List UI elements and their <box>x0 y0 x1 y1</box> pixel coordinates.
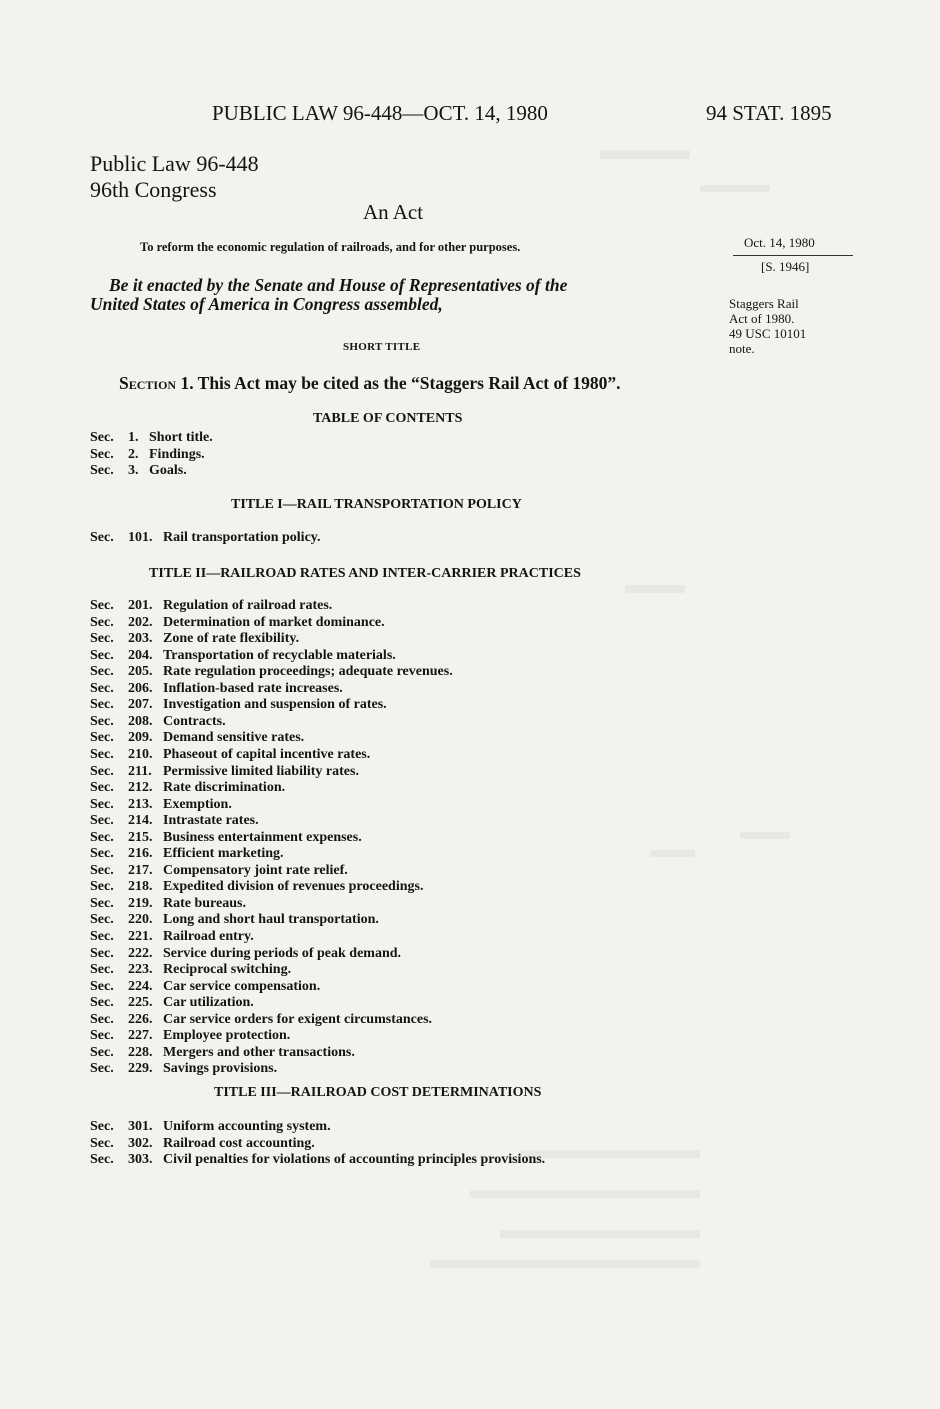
section-text: This Act may be cited as the “Staggers Rail Act of 1980”. <box>197 373 621 393</box>
toc-entry-title: Rate regulation proceedings; adequate revenues. <box>163 664 453 680</box>
toc-entry <box>90 681 343 697</box>
toc-entry-number: 229. <box>128 1061 153 1077</box>
toc-entry <box>90 780 285 796</box>
toc-entry-number: 204. <box>128 647 153 663</box>
toc-entry-title: Employee protection. <box>163 1028 291 1044</box>
toc-entry <box>90 631 299 647</box>
toc-entry-sec-label: Sec. <box>90 879 114 895</box>
toc-entry-title: Service during periods of peak demand. <box>163 945 402 961</box>
toc-entry-number: 207. <box>128 697 153 713</box>
section-number: 1. <box>180 373 194 393</box>
toc-entry-sec-label: Sec. <box>90 530 114 545</box>
toc-entry-sec-label: Sec. <box>90 829 114 845</box>
public-law-number: Public Law 96-448 <box>90 151 259 176</box>
toc-entry <box>90 664 453 680</box>
toc-entry-number: 227. <box>128 1028 153 1044</box>
title-2-heading: TITLE II—RAILROAD RATES AND INTER-CARRIER PRACTICES <box>149 566 581 581</box>
toc-entry-sec-label: Sec. <box>90 631 114 647</box>
toc-entry-number: 213. <box>128 796 153 812</box>
toc-entry <box>90 1045 355 1061</box>
toc-entry-title: Phaseout of capital incentive rates. <box>163 746 371 762</box>
toc-entry <box>90 530 321 546</box>
toc-entry-sec-label: Sec. <box>90 463 114 478</box>
toc-entry-title: Transportation of recyclable materials. <box>163 647 396 663</box>
toc-entry-title: Railroad entry. <box>163 929 254 944</box>
toc-entry-title: Mergers and other transactions. <box>163 1044 355 1060</box>
toc-entry-title: Rate discrimination. <box>163 780 286 796</box>
section-label: Section <box>119 373 177 393</box>
toc-entry-sec-label: Sec. <box>90 1135 114 1151</box>
margin-bill-number: [S. 1946] <box>761 259 810 274</box>
toc-entry-title: Inflation-based rate increases. <box>163 680 343 696</box>
toc-entry-number: 202. <box>128 614 153 630</box>
toc-entry-title: Short title. <box>149 430 213 445</box>
toc-entry-sec-label: Sec. <box>90 912 114 928</box>
statute-page-number: 94 STAT. 1895 <box>706 101 832 125</box>
toc-entry-title: Reciprocal switching. <box>163 962 292 978</box>
act-purpose: To reform the economic regulation of railroads, and for other purposes. <box>140 240 521 254</box>
toc-entry-title: Rate bureaus. <box>163 895 246 911</box>
toc-entry <box>90 648 396 664</box>
toc-entry-title: Permissive limited liability rates. <box>163 763 359 779</box>
short-title-heading: SHORT TITLE <box>343 341 421 353</box>
toc-entry-title: Rail transportation policy. <box>163 530 321 545</box>
toc-entry <box>90 1152 545 1168</box>
toc-entry-number: 1. <box>128 430 139 445</box>
toc-entry-sec-label: Sec. <box>90 446 114 462</box>
toc-entry-sec-label: Sec. <box>90 796 114 812</box>
toc-entry-number: 101. <box>128 530 153 545</box>
toc-entry-title: Goals. <box>149 463 187 478</box>
toc-entry <box>90 846 284 862</box>
toc-entry-sec-label: Sec. <box>90 598 114 613</box>
toc-entry-sec-label: Sec. <box>90 1028 114 1044</box>
toc-entry-title: Efficient marketing. <box>163 846 284 862</box>
toc-entry-title: Exemption. <box>163 796 232 812</box>
toc-entry-title: Car utilization. <box>163 995 254 1011</box>
toc-entry <box>90 979 320 995</box>
toc-entry-number: 215. <box>128 829 153 845</box>
toc-entry <box>90 714 226 730</box>
toc-entry <box>90 1136 315 1152</box>
toc-entry <box>90 764 359 780</box>
toc-entry-sec-label: Sec. <box>90 862 114 878</box>
toc-entry-sec-label: Sec. <box>90 995 114 1011</box>
running-header: PUBLIC LAW 96-448—OCT. 14, 1980 <box>212 101 548 125</box>
toc-entry <box>90 1028 290 1044</box>
toc-entry-sec-label: Sec. <box>90 929 114 944</box>
toc-entry <box>90 1119 331 1135</box>
toc-entry-title: Determination of market dominance. <box>163 614 385 630</box>
toc-entry-number: 301. <box>128 1119 153 1134</box>
toc-entry-number: 206. <box>128 680 153 696</box>
toc-entry-sec-label: Sec. <box>90 1119 114 1134</box>
toc-entry-sec-label: Sec. <box>90 680 114 696</box>
act-heading: An Act <box>363 200 424 224</box>
toc-entry <box>90 830 362 846</box>
toc-entry-number: 221. <box>128 929 153 944</box>
congress-number: 96th Congress <box>90 177 217 202</box>
toc-entry-title: Savings provisions. <box>163 1061 278 1077</box>
toc-entry-sec-label: Sec. <box>90 614 114 630</box>
toc-entry-title: Investigation and suspension of rates. <box>163 697 387 713</box>
toc-entry-title: Business entertainment expenses. <box>163 829 362 845</box>
toc-entry <box>90 946 401 962</box>
toc-entry <box>90 863 348 879</box>
toc-entry-number: 216. <box>128 846 153 862</box>
toc-entry-title: Car service compensation. <box>163 978 321 994</box>
toc-entry-title: Uniform accounting system. <box>163 1119 331 1134</box>
toc-entry <box>90 896 246 912</box>
toc-entry-number: 302. <box>128 1135 153 1151</box>
toc-entry-sec-label: Sec. <box>90 730 114 746</box>
toc-entry-number: 210. <box>128 746 153 762</box>
toc-entry-title: Zone of rate flexibility. <box>163 631 300 647</box>
toc-entry <box>90 912 379 928</box>
toc-entry-sec-label: Sec. <box>90 978 114 994</box>
section-one <box>119 373 621 394</box>
toc-entry-title: Contracts. <box>163 713 226 729</box>
toc-entry-number: 208. <box>128 713 153 729</box>
toc-entry-sec-label: Sec. <box>90 1152 114 1167</box>
toc-entry <box>90 995 254 1011</box>
toc-entry-sec-label: Sec. <box>90 945 114 961</box>
toc-entry-number: 224. <box>128 978 153 994</box>
toc-entry-sec-label: Sec. <box>90 697 114 713</box>
margin-divider <box>733 255 853 256</box>
margin-note: Staggers Rail Act of 1980. 49 USC 10101 note. <box>729 296 807 356</box>
toc-entry <box>90 697 387 713</box>
toc-entry-number: 218. <box>128 879 153 895</box>
toc-entry-number: 303. <box>128 1152 153 1167</box>
toc-entry <box>90 598 332 614</box>
toc-entry-sec-label: Sec. <box>90 1044 114 1060</box>
toc-entry <box>90 730 304 746</box>
toc-entry-number: 214. <box>128 813 153 829</box>
toc-entry <box>90 962 291 978</box>
toc-entry-number: 222. <box>128 945 153 961</box>
toc-entry-number: 212. <box>128 780 153 796</box>
toc-entry <box>90 430 213 446</box>
toc-entry <box>90 1012 432 1028</box>
toc-entry-sec-label: Sec. <box>90 1061 114 1077</box>
toc-entry-title: Railroad cost accounting. <box>163 1135 315 1151</box>
toc-entry-sec-label: Sec. <box>90 647 114 663</box>
margin-date: Oct. 14, 1980 <box>744 235 815 250</box>
toc-entry-title: Findings. <box>149 446 205 462</box>
toc-entry-number: 203. <box>128 631 153 647</box>
toc-entry <box>90 813 259 829</box>
toc-entry-sec-label: Sec. <box>90 430 114 445</box>
toc-entry-sec-label: Sec. <box>90 1011 114 1027</box>
toc-entry-title: Intrastate rates. <box>163 813 259 829</box>
toc-entry <box>90 615 385 631</box>
toc-entry-sec-label: Sec. <box>90 713 114 729</box>
toc-entry <box>90 463 187 479</box>
enacting-clause-line-2: United States of America in Congress assembled, <box>90 294 443 314</box>
toc-entry-sec-label: Sec. <box>90 895 114 911</box>
toc-entry-title: Demand sensitive rates. <box>163 730 305 746</box>
toc-entry-number: 209. <box>128 730 153 746</box>
enacting-clause <box>90 276 720 314</box>
toc-entry <box>90 747 370 763</box>
toc-entry-sec-label: Sec. <box>90 763 114 779</box>
toc-entry-sec-label: Sec. <box>90 846 114 862</box>
toc-entry-title: Car service orders for exigent circumstances. <box>163 1011 433 1027</box>
toc-entry-number: 217. <box>128 862 153 878</box>
toc-entry-title: Civil penalties for violations of accounting principles provisions. <box>163 1152 546 1167</box>
toc-entry-title: Expedited division of revenues proceedings. <box>163 879 424 895</box>
toc-entry-number: 219. <box>128 895 153 911</box>
toc-entry-number: 2. <box>128 446 139 462</box>
toc-entry-number: 201. <box>128 598 153 613</box>
toc-entry-sec-label: Sec. <box>90 962 114 978</box>
toc-entry-number: 205. <box>128 664 153 680</box>
toc-entry <box>90 797 232 813</box>
toc-entry-number: 225. <box>128 995 153 1011</box>
toc-entry <box>90 1061 277 1077</box>
toc-entry-number: 226. <box>128 1011 153 1027</box>
toc-heading: TABLE OF CONTENTS <box>313 411 463 426</box>
toc-entry-sec-label: Sec. <box>90 664 114 680</box>
toc-entry-sec-label: Sec. <box>90 780 114 796</box>
toc-entry-number: 220. <box>128 912 153 928</box>
toc-entry <box>90 929 254 945</box>
toc-entry-title: Long and short haul transportation. <box>163 912 379 928</box>
toc-entry-number: 228. <box>128 1044 153 1060</box>
title-3-heading: TITLE III—RAILROAD COST DETERMINATIONS <box>214 1085 542 1100</box>
toc-entry-sec-label: Sec. <box>90 746 114 762</box>
toc-entry-number: 3. <box>128 463 139 478</box>
toc-entry-title: Compensatory joint rate relief. <box>163 862 348 878</box>
enacting-clause-line-1: Be it enacted by the Senate and House of Representatives of the <box>109 275 568 295</box>
toc-entry-title: Regulation of railroad rates. <box>163 598 333 613</box>
title-1-heading: TITLE I—RAIL TRANSPORTATION POLICY <box>231 497 522 512</box>
toc-entry-number: 223. <box>128 962 153 978</box>
toc-entry <box>90 447 205 463</box>
toc-entry-sec-label: Sec. <box>90 813 114 829</box>
toc-entry <box>90 879 423 895</box>
toc-entry-number: 211. <box>128 763 152 779</box>
